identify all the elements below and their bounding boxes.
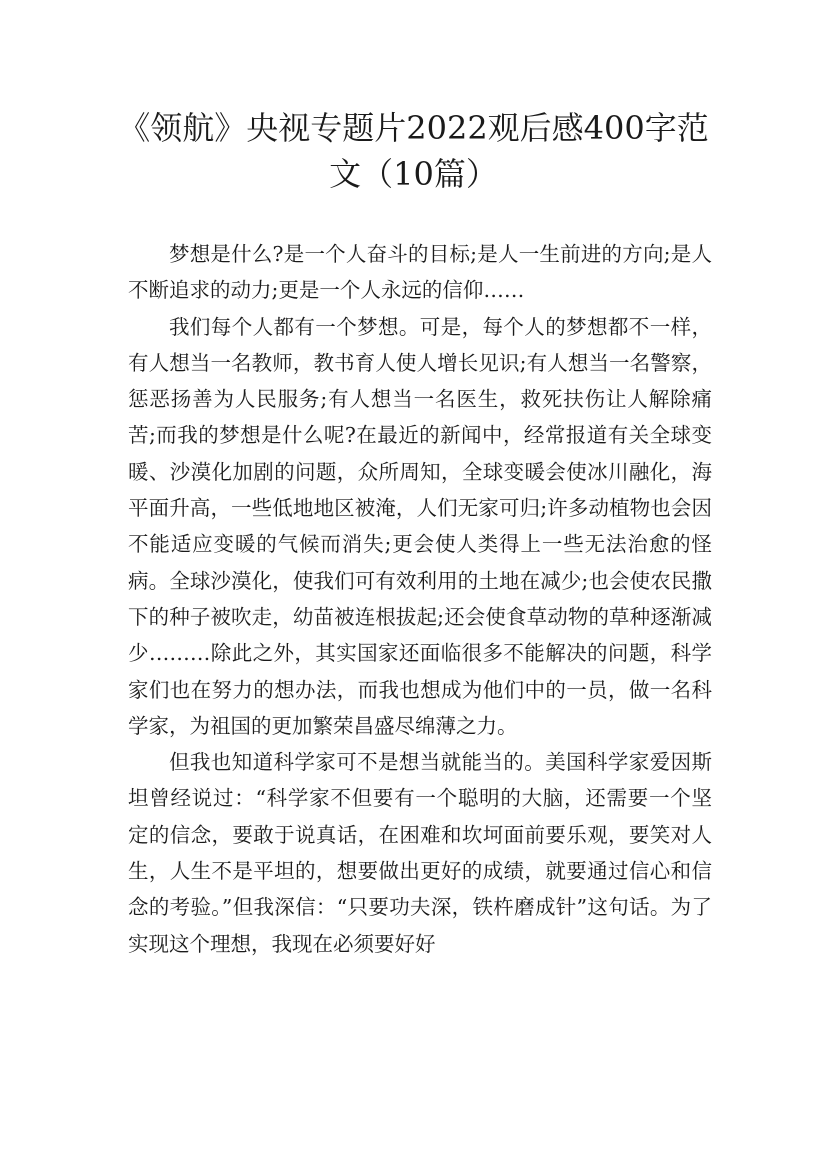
document-title: 《领航》央视专题片2022观后感400字范文（10篇） [118,109,709,193]
document-body [128,236,712,962]
paragraph-1: 梦想是什么?是一个人奋斗的目标;是人一生前进的方向;是人不断追求的动力;更是一个人永远的信仰…… [128,242,712,303]
paragraph-2: 我们每个人都有一个梦想。可是，每个人的梦想都不一样，有人想当一名教师，教书育人使人增长见识;有人想当一名警察，惩恶扬善为人民服务;有人想当一名医生，救死扶伤让人解除痛苦;而我的梦想是什么呢?在最近的新闻中，经常报道有关全球变暖、沙漠化加剧的问题，众所周知，全球变暖会使冰川融化，海平面升高，一些低地地区被淹，人们无家可归;许多动植物也会因不能适应变暖的气候而消失;更会使人类得上一些无法治愈的怪病。全球沙漠化，使我们可有效利用的土地在减少;也会使农民撒下的种子被吹走，幼苗被连根拔起;还会使食草动物的草种逐渐减少………除此之外，其实国家还面临很多不能解决的问题，科学家们也在努力的想办法，而我也想成为他们中的一员，做一名科学家，为祖国的更加繁荣昌盛尽绵薄之力。 [128,314,712,738]
paragraph-3: 但我也知道科学家可不是想当就能当的。美国科学家爱因斯坦曾经说过：“科学家不但要有一个聪明的大脑，还需要一个坚定的信念，要敢于说真话，在困难和坎坷面前要乐观，要笑对人生，人生不是平坦的，想要做出更好的成绩，就要通过信心和信念的考验。”但我深信：“只要功夫深，铁杵磨成针”这句话。为了实现这个理想，我现在必须要好好 [128,750,712,956]
